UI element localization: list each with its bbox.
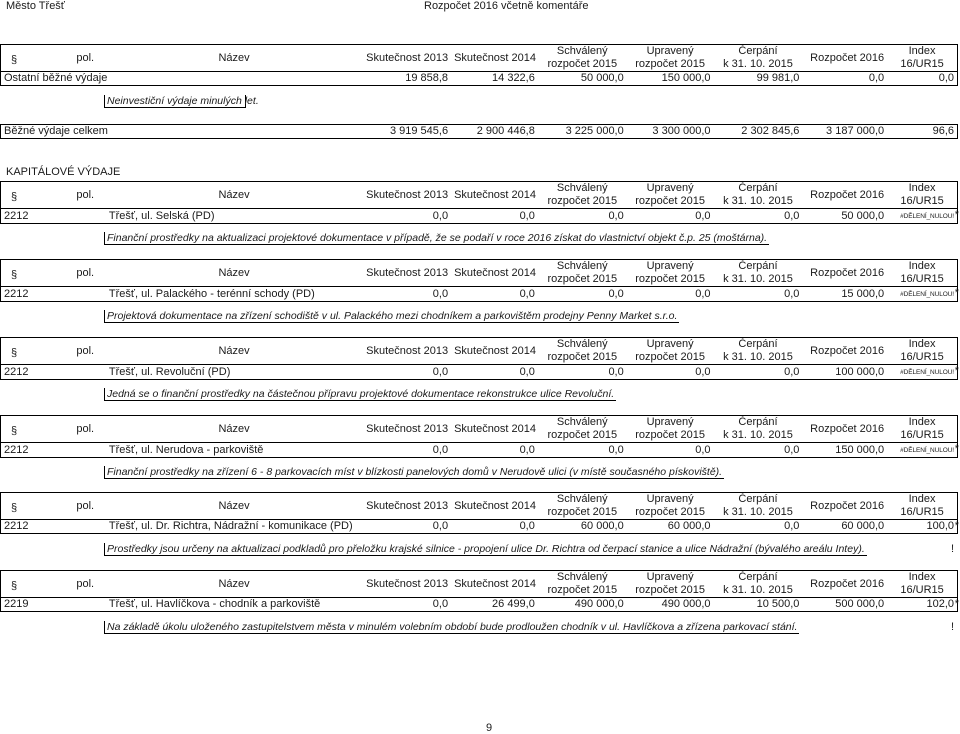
row-comment xyxy=(104,466,724,479)
row-index xyxy=(887,520,957,534)
row-adjusted: 150 000,0 xyxy=(627,72,714,86)
col-spent-sub: k 31. 10. 2015 xyxy=(723,584,793,596)
col-adjusted-sub: rozpočet 2015 xyxy=(635,195,705,207)
total-actual-2014: 2 900 446,8 xyxy=(451,125,538,139)
total-index: 96,6 xyxy=(887,125,957,139)
col-index: Index xyxy=(908,45,936,57)
col-approved-sub: rozpočet 2015 xyxy=(547,58,618,70)
comment-text: Projektová dokumentace na zřízení schodiště v ul. Palackého mezi chodníkem a parkovištěm prodejny Penny Market s.r.o. xyxy=(104,310,679,323)
col-approved-sub: rozpočet 2015 xyxy=(547,195,618,207)
row-name: Třešť, ul. Selská (PD) xyxy=(106,209,362,224)
col-approved: Schválený xyxy=(556,182,608,194)
col-item: pol. xyxy=(76,188,95,201)
col-approved-sub: rozpočet 2015 xyxy=(547,351,618,363)
comment-end-mark: ! xyxy=(950,621,954,633)
col-paragraph: § xyxy=(11,269,18,281)
row-name: Třešť, ul. Dr. Richtra, Nádražní - komunikace (PD) xyxy=(106,520,362,534)
section-title: KAPITÁLOVÉ VÝDAJE xyxy=(6,166,121,178)
column-header-row xyxy=(1,416,958,443)
budget-row xyxy=(1,287,958,302)
row-paragraph: 2212 xyxy=(1,287,65,302)
col-paragraph: § xyxy=(11,425,18,437)
row-mark: * xyxy=(954,365,959,377)
row-actual-2013: 0,0 xyxy=(362,365,451,380)
row-spent: 0,0 xyxy=(714,365,803,380)
row-comment xyxy=(104,232,769,245)
col-index-sub: 16/UR15 xyxy=(900,506,944,518)
row-adjusted: 0,0 xyxy=(627,287,714,302)
col-approved-sub: rozpočet 2015 xyxy=(547,584,618,596)
total-spent: 2 302 845,6 xyxy=(714,125,803,139)
budget-row xyxy=(1,598,958,612)
col-item: pol. xyxy=(76,577,95,590)
col-spent: Čerpání xyxy=(738,416,778,428)
row-actual-2013: 19 858,8 xyxy=(362,72,451,86)
budget-row xyxy=(1,72,958,86)
comment-text: Prostředky jsou určeny na aktualizaci podkladů pro přeložku krajské silnice - propojení ulice Dr. Richtra od čerpací stanice a ulice Nádražní (bývalého areálu Intey). xyxy=(104,543,867,556)
row-actual-2014: 26 499,0 xyxy=(451,598,538,612)
row-item xyxy=(65,209,106,224)
budget-row xyxy=(1,443,958,458)
col-approved: Schválený xyxy=(556,493,608,505)
col-spent-sub: k 31. 10. 2015 xyxy=(723,58,793,70)
col-spent: Čerpání xyxy=(738,493,778,505)
col-index-sub: 16/UR15 xyxy=(900,58,944,70)
col-spent: Čerpání xyxy=(738,571,778,583)
page-number: 9 xyxy=(486,722,493,734)
row-approved: 0,0 xyxy=(538,209,627,224)
row-spent: 0,0 xyxy=(714,287,803,302)
col-index: Index xyxy=(908,571,936,583)
col-budget-2016: Rozpočet 2016 xyxy=(810,188,885,201)
col-actual-2013: Skutečnost 2013 xyxy=(366,422,449,435)
col-approved-sub: rozpočet 2015 xyxy=(547,429,618,441)
col-name: Název xyxy=(218,422,250,435)
col-adjusted-sub: rozpočet 2015 xyxy=(635,351,705,363)
row-index xyxy=(887,365,957,380)
col-index-sub: 16/UR15 xyxy=(900,429,944,441)
total-approved: 3 225 000,0 xyxy=(538,125,627,139)
total-actual-2013: 3 919 545,6 xyxy=(362,125,451,139)
row-index-value: 100,0 xyxy=(926,520,954,532)
row-item xyxy=(65,443,106,458)
col-index-sub: 16/UR15 xyxy=(900,195,944,207)
col-adjusted: Upravený xyxy=(646,338,694,350)
item-table xyxy=(0,570,958,612)
total-budget-2016: 3 187 000,0 xyxy=(802,125,887,139)
col-item: pol. xyxy=(76,266,95,279)
row-approved: 50 000,0 xyxy=(538,72,627,86)
col-approved: Schválený xyxy=(556,571,608,583)
row-spent: 99 981,0 xyxy=(714,72,803,86)
row-approved: 0,0 xyxy=(538,365,627,380)
col-index: Index xyxy=(908,260,936,272)
col-budget-2016: Rozpočet 2016 xyxy=(810,266,885,279)
row-budget-2016: 15 000,0 xyxy=(802,287,887,302)
row-actual-2013: 0,0 xyxy=(362,209,451,224)
col-item: pol. xyxy=(76,422,95,435)
item-table xyxy=(0,181,958,224)
col-name: Název xyxy=(218,188,250,201)
col-paragraph: § xyxy=(11,54,18,66)
row-spent: 0,0 xyxy=(714,209,803,224)
col-index: Index xyxy=(908,493,936,505)
row-mark: * xyxy=(954,520,959,532)
item-table xyxy=(0,492,958,534)
col-adjusted-sub: rozpočet 2015 xyxy=(635,273,705,285)
col-actual-2014: Skutečnost 2014 xyxy=(454,499,537,512)
col-index-sub: 16/UR15 xyxy=(900,273,944,285)
row-spent: 10 500,0 xyxy=(714,598,803,612)
col-index-sub: 16/UR15 xyxy=(900,584,944,596)
row-mark: * xyxy=(954,598,959,610)
row-index-value: #DĚLENÍ_NULOU! xyxy=(900,291,954,298)
row-spent: 0,0 xyxy=(714,520,803,534)
row-actual-2013: 0,0 xyxy=(362,520,451,534)
comment-text: Na základě úkolu uloženého zastupitelstvem města v minulém volebním období bude prodloužen chodník v ul. Havlíčkova a zřízena parkovací stání. xyxy=(104,621,799,634)
total-table xyxy=(0,124,958,139)
col-name: Název xyxy=(218,344,250,357)
row-actual-2014: 14 322,6 xyxy=(451,72,538,86)
row-actual-2014: 0,0 xyxy=(451,209,538,224)
row-spent: 0,0 xyxy=(714,443,803,458)
col-actual-2013: Skutečnost 2013 xyxy=(366,51,449,64)
row-paragraph: 2212 xyxy=(1,209,65,224)
col-actual-2013: Skutečnost 2013 xyxy=(366,499,449,512)
row-index-value: #DĚLENÍ_NULOU! xyxy=(900,447,954,454)
col-spent: Čerpání xyxy=(738,45,778,57)
row-adjusted: 490 000,0 xyxy=(627,598,714,612)
col-adjusted: Upravený xyxy=(646,571,694,583)
row-actual-2014: 0,0 xyxy=(451,443,538,458)
row-mark: * xyxy=(954,443,959,455)
row-index-value: #DĚLENÍ_NULOU! xyxy=(900,213,954,220)
row-adjusted: 0,0 xyxy=(627,209,714,224)
row-budget-2016: 60 000,0 xyxy=(802,520,887,534)
row-index xyxy=(887,598,957,612)
row-comment xyxy=(104,621,799,634)
comment-text: Neinvestiční výdaje minulých let. xyxy=(104,95,246,108)
budget-row xyxy=(1,209,958,224)
row-approved: 60 000,0 xyxy=(538,520,627,534)
column-header-row xyxy=(1,45,958,72)
item-table xyxy=(0,415,958,458)
row-item xyxy=(65,365,106,380)
col-adjusted-sub: rozpočet 2015 xyxy=(635,429,705,441)
col-approved-sub: rozpočet 2015 xyxy=(547,506,618,518)
col-actual-2014: Skutečnost 2014 xyxy=(454,188,537,201)
row-paragraph: 2219 xyxy=(1,598,65,612)
col-paragraph: § xyxy=(11,347,18,359)
row-actual-2014: 0,0 xyxy=(451,287,538,302)
col-index: Index xyxy=(908,338,936,350)
column-header-row xyxy=(1,571,958,598)
col-adjusted: Upravený xyxy=(646,182,694,194)
row-adjusted: 0,0 xyxy=(627,443,714,458)
row-actual-2013: 0,0 xyxy=(362,598,451,612)
row-budget-2016: 150 000,0 xyxy=(802,443,887,458)
col-approved-sub: rozpočet 2015 xyxy=(547,273,618,285)
budget-row xyxy=(1,520,958,534)
col-index: Index xyxy=(908,182,936,194)
row-mark: * xyxy=(954,209,959,221)
comment-text: Finanční prostředky na aktualizaci projektové dokumentace v případě, že se podaří v roce 2016 získat do vlastnictví objekt č.p. 25 (moštárna). xyxy=(104,232,769,245)
row-adjusted: 0,0 xyxy=(627,365,714,380)
col-adjusted: Upravený xyxy=(646,45,694,57)
row-item xyxy=(65,287,106,302)
col-adjusted-sub: rozpočet 2015 xyxy=(635,58,705,70)
row-index xyxy=(887,209,957,224)
row-index xyxy=(887,443,957,458)
comment-text: Jedná se o finanční prostředky na částečnou přípravu projektové dokumentace rekonstrukce ulice Revoluční. xyxy=(104,388,616,401)
row-index: 0,0 xyxy=(887,72,957,86)
budget-row xyxy=(1,365,958,380)
col-budget-2016: Rozpočet 2016 xyxy=(810,422,885,435)
col-item: pol. xyxy=(76,51,95,64)
col-budget-2016: Rozpočet 2016 xyxy=(810,577,885,590)
row-budget-2016: 100 000,0 xyxy=(802,365,887,380)
row-budget-2016: 500 000,0 xyxy=(802,598,887,612)
col-name: Název xyxy=(218,51,250,64)
col-actual-2014: Skutečnost 2014 xyxy=(454,266,537,279)
row-adjusted: 60 000,0 xyxy=(627,520,714,534)
item-table xyxy=(0,337,958,380)
col-spent-sub: k 31. 10. 2015 xyxy=(723,273,793,285)
col-spent-sub: k 31. 10. 2015 xyxy=(723,429,793,441)
row-name: Ostatní běžné výdaje xyxy=(1,72,363,86)
col-adjusted-sub: rozpočet 2015 xyxy=(635,506,705,518)
row-approved: 0,0 xyxy=(538,287,627,302)
col-budget-2016: Rozpočet 2016 xyxy=(810,344,885,357)
col-spent: Čerpání xyxy=(738,182,778,194)
col-index-sub: 16/UR15 xyxy=(900,351,944,363)
item-table xyxy=(0,259,958,302)
col-paragraph: § xyxy=(11,580,18,592)
column-header-row xyxy=(1,493,958,520)
col-approved: Schválený xyxy=(556,45,608,57)
row-budget-2016: 0,0 xyxy=(802,72,887,86)
row-paragraph: 2212 xyxy=(1,520,65,534)
row-item xyxy=(65,598,106,612)
col-name: Název xyxy=(218,577,250,590)
row-comment xyxy=(104,388,616,401)
row-mark: * xyxy=(954,287,959,299)
town-name: Město Třešť xyxy=(6,0,65,12)
col-spent-sub: k 31. 10. 2015 xyxy=(723,351,793,363)
row-name: Třešť, ul. Havlíčkova - chodník a parkoviště xyxy=(106,598,362,612)
row-paragraph: 2212 xyxy=(1,365,65,380)
document-title: Rozpočet 2016 včetně komentáře xyxy=(424,0,589,12)
row-paragraph: 2212 xyxy=(1,443,65,458)
row-actual-2013: 0,0 xyxy=(362,287,451,302)
row-name: Třešť, ul. Nerudova - parkoviště xyxy=(106,443,362,458)
row-index-value: #DĚLENÍ_NULOU! xyxy=(900,369,954,376)
row-index-value: 102,0 xyxy=(926,598,954,610)
col-budget-2016: Rozpočet 2016 xyxy=(810,499,885,512)
column-header-row xyxy=(1,338,958,365)
col-budget-2016: Rozpočet 2016 xyxy=(810,51,885,64)
total-row xyxy=(1,125,958,139)
row-actual-2014: 0,0 xyxy=(451,365,538,380)
col-spent: Čerpání xyxy=(738,338,778,350)
col-actual-2013: Skutečnost 2013 xyxy=(366,188,449,201)
col-item: pol. xyxy=(76,499,95,512)
col-adjusted: Upravený xyxy=(646,260,694,272)
row-comment xyxy=(104,95,259,108)
row-budget-2016: 50 000,0 xyxy=(802,209,887,224)
col-adjusted: Upravený xyxy=(646,416,694,428)
col-actual-2014: Skutečnost 2014 xyxy=(454,51,537,64)
total-adjusted: 3 300 000,0 xyxy=(627,125,714,139)
row-approved: 0,0 xyxy=(538,443,627,458)
col-spent-sub: k 31. 10. 2015 xyxy=(723,506,793,518)
col-approved: Schválený xyxy=(556,338,608,350)
col-approved: Schválený xyxy=(556,416,608,428)
col-actual-2014: Skutečnost 2014 xyxy=(454,344,537,357)
col-actual-2014: Skutečnost 2014 xyxy=(454,422,537,435)
row-comment xyxy=(104,543,867,556)
row-approved: 490 000,0 xyxy=(538,598,627,612)
row-name: Třešť, ul. Revoluční (PD) xyxy=(106,365,362,380)
top-table xyxy=(0,44,958,86)
row-item xyxy=(65,520,106,534)
col-actual-2014: Skutečnost 2014 xyxy=(454,577,537,590)
col-actual-2013: Skutečnost 2013 xyxy=(366,266,449,279)
comment-text: Finanční prostředky na zřízení 6 - 8 parkovacích míst v blízkosti panelových domů v Nerudově ulici (v místě současného pískoviště). xyxy=(104,466,724,479)
row-actual-2013: 0,0 xyxy=(362,443,451,458)
row-index xyxy=(887,287,957,302)
col-spent: Čerpání xyxy=(738,260,778,272)
total-name: Běžné výdaje celkem xyxy=(1,125,363,139)
col-actual-2013: Skutečnost 2013 xyxy=(366,344,449,357)
col-index: Index xyxy=(908,416,936,428)
col-paragraph: § xyxy=(11,502,18,514)
column-header-row xyxy=(1,260,958,287)
col-paragraph: § xyxy=(11,191,18,203)
col-adjusted-sub: rozpočet 2015 xyxy=(635,584,705,596)
row-actual-2014: 0,0 xyxy=(451,520,538,534)
row-name: Třešť, ul. Palackého - terénní schody (PD) xyxy=(106,287,362,302)
col-name: Název xyxy=(218,499,250,512)
col-item: pol. xyxy=(76,344,95,357)
col-name: Název xyxy=(218,266,250,279)
comment-end-mark: ! xyxy=(950,543,954,555)
col-approved: Schválený xyxy=(556,260,608,272)
column-header-row xyxy=(1,182,958,209)
col-actual-2013: Skutečnost 2013 xyxy=(366,577,449,590)
col-adjusted: Upravený xyxy=(646,493,694,505)
col-spent-sub: k 31. 10. 2015 xyxy=(723,195,793,207)
row-comment xyxy=(104,310,679,323)
